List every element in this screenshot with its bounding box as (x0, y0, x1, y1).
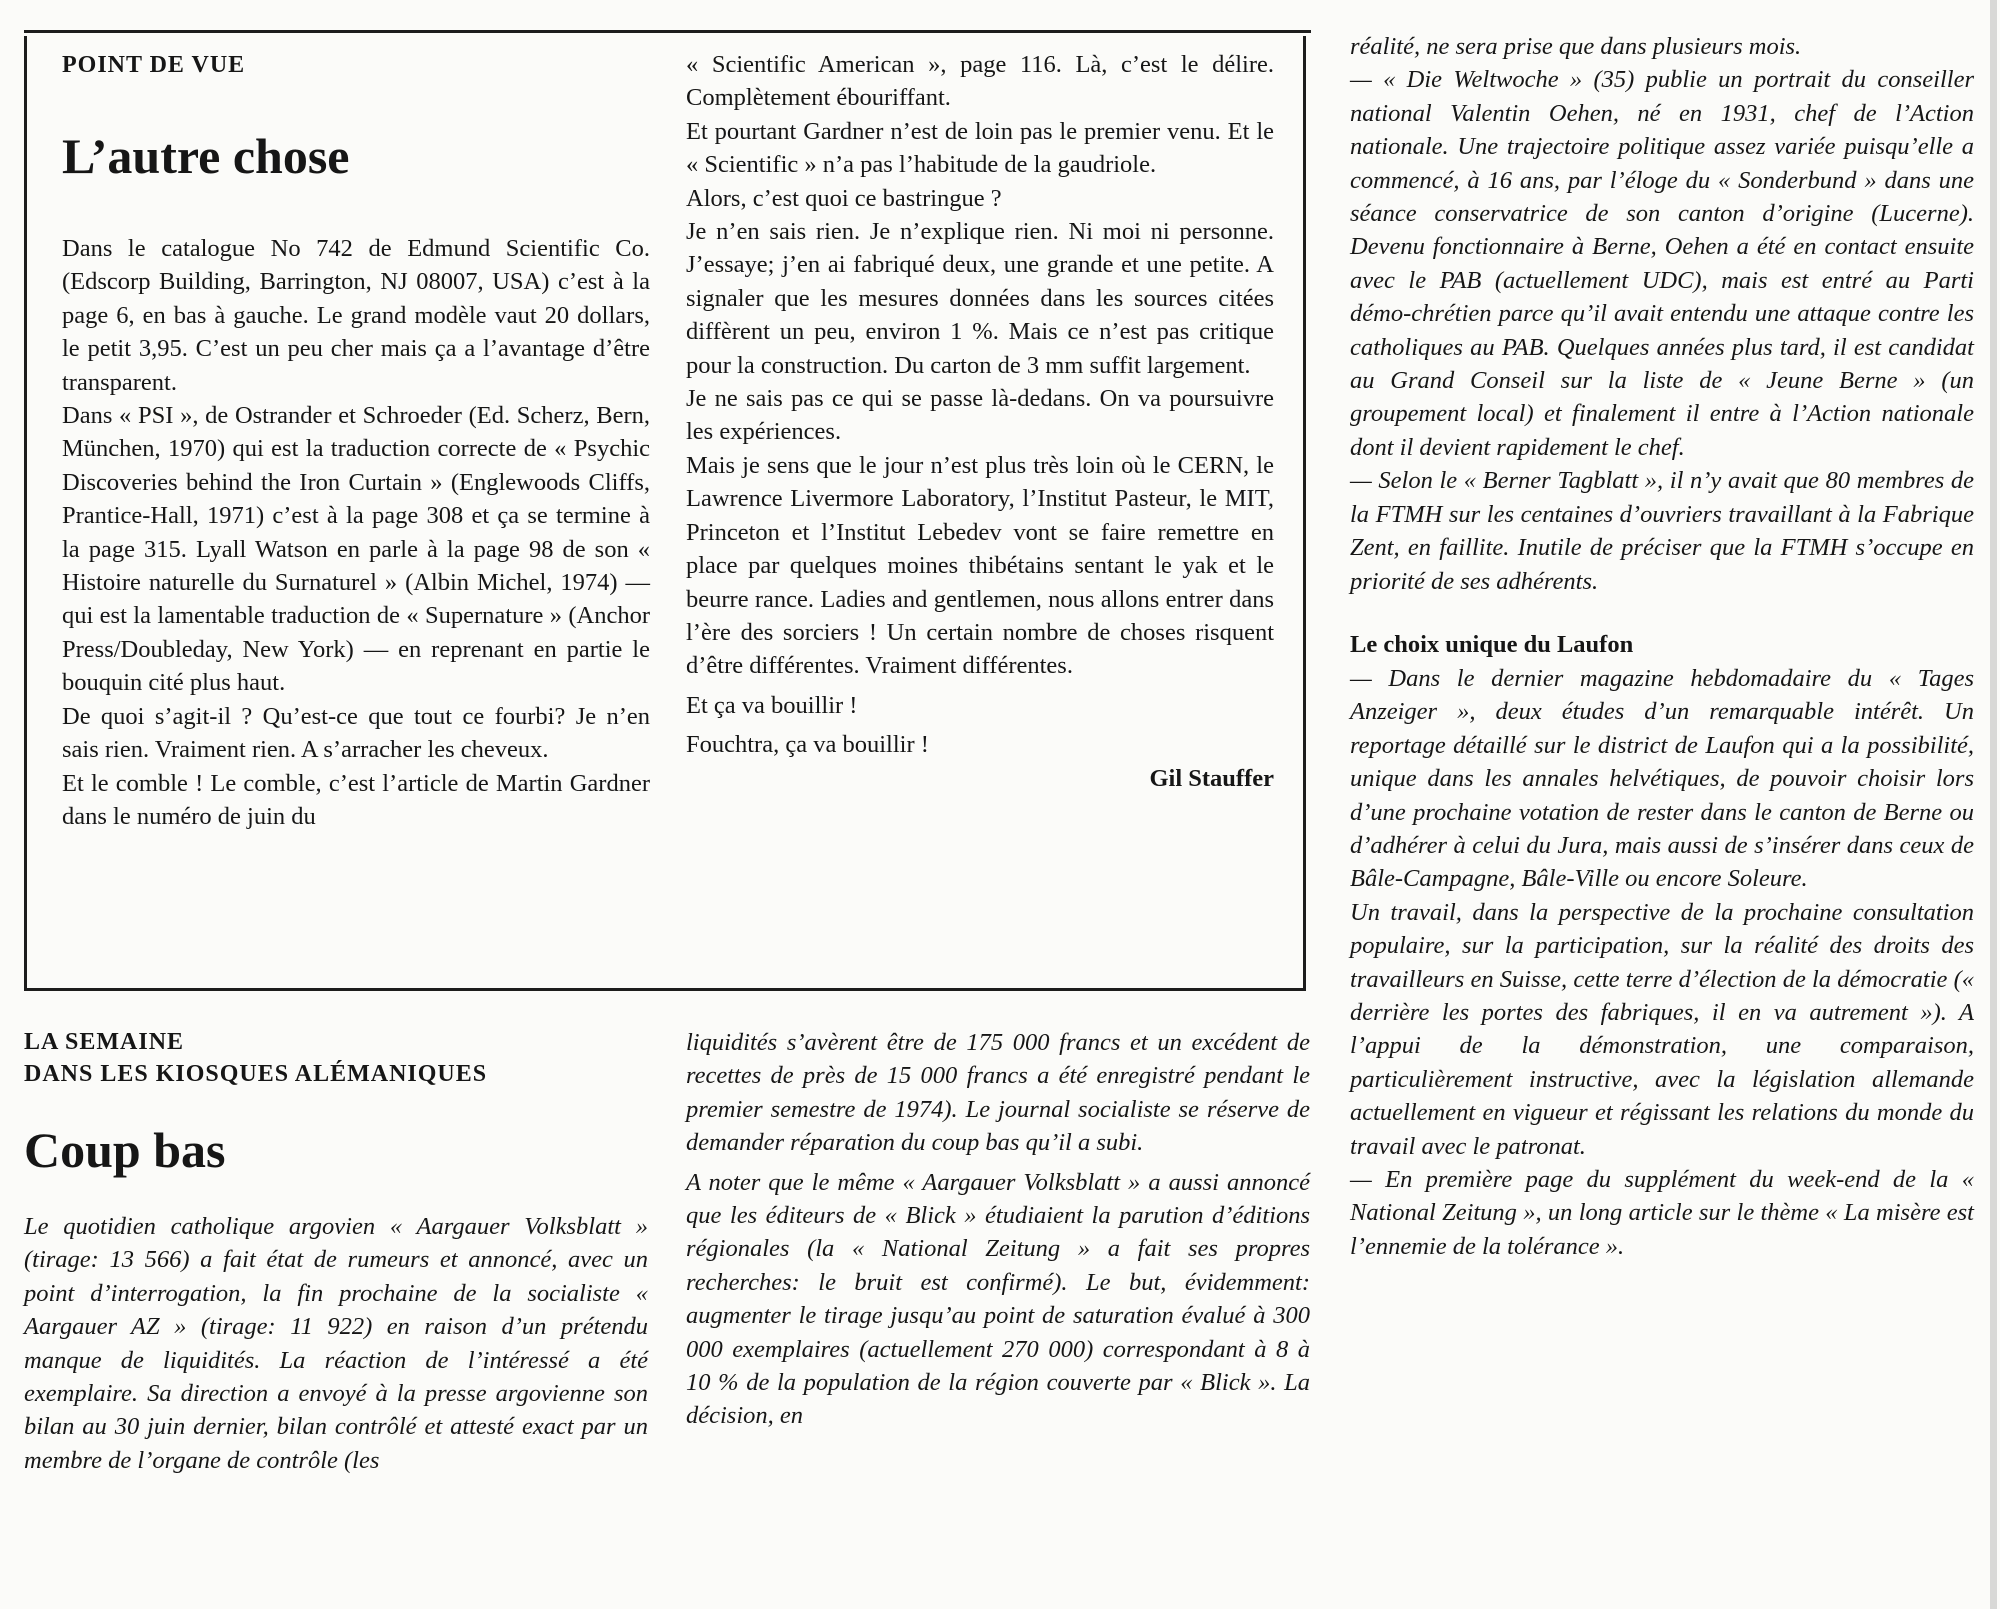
paragraph: De quoi s’agit-il ? Qu’est-ce que tout ce fourbi? Je n’en sais rien. Vraiment rien. A s’arracher les cheveux. (62, 702, 650, 764)
paragraph: Et ça va bouillir ! (686, 691, 858, 719)
paragraph: Mais je sens que le jour n’est plus très loin où le CERN, le Lawrence Livermore Laboratory, l’Institut Pasteur, le MIT, Princeton et l’Institut Lebedev vont se faire remettre en place par quelques moines thibétains sentant le yak et le beurre rance. Ladies and gentlemen, nous allons entrer dans l’ère des sorciers ! Un certain nombre de choses risquent d’être différentes. Vraiment différentes. (686, 451, 1274, 680)
section-subhead: Le choix unique du Laufon (1350, 630, 1634, 658)
paragraph: — Dans le dernier magazine hebdomadaire du « Tages Anzeiger », deux études d’un remarquable intérêt. Un reportage détaillé sur le district de Laufon qui a la possibilité, unique dans les annales helvétiques, de pouvoir choisir lors d’une prochaine votation de rester dans le canton de Berne ou d’adhérer à celui du Jura, mais aussi de s’insérer dans ceux de Bâle-Campagne, Bâle-Ville ou encore Soleure. (1350, 664, 1974, 893)
page-edge (1990, 0, 1997, 1609)
paragraph: Dans le catalogue No 742 de Edmund Scientific Co. (Edscorp Building, Barrington, NJ 08007, USA) c’est à la page 6, en bas à gauche. Le grand modèle vaut 20 dollars, le petit 3,95. C’est un peu cher mais ça a l’avantage d’être transparent. (62, 235, 650, 396)
paragraph: Et pourtant Gardner n’est de loin pas le premier venu. Et le « Scientific » n’a pas l’habitude de la gaudriole. (686, 117, 1274, 179)
paragraph: Je ne sais pas ce qui se passe là-dedans. On va poursuivre les expériences. (686, 385, 1274, 446)
paragraph: — En première page du supplément du week-end de la « National Zeitung », un long article sur le thème « La misère est l’ennemie de la tolérance ». (1350, 1166, 1974, 1260)
pdv-title: L’autre chose (62, 128, 350, 184)
semaine-header (24, 1026, 644, 1180)
paragraph: Un travail, dans la perspective de la prochaine consultation populaire, sur la participation, sur la réalité des droits des travailleurs en Suisse, cette terre d’élection de la démocratie (« derrière les portes des fabriques, il en va autrement »). A l’appui de la démonstration, une comparaison, particulièrement instructive, avec la législation allemande actuellement en vigueur et régissant les relations du monde du travail avec le patronat. (1350, 898, 1974, 1160)
semaine-column-1 (24, 1210, 648, 1477)
paragraph: Dans « PSI », de Ostrander et Schroeder (Ed. Scherz, Bern, München, 1970) qui est la traduction correcte de « Psychic Discoveries behind the Iron Curtain » (Englewoods Cliffs, Prantice-Hall, 1971) c’est à la page 308 et ça se termine à la page 315. Lyall Watson en parle à la page 98 de son « Histoire naturelle du Surnaturel » (Albin Michel, 1974) — qui est la lamentable traduction de « Supernature » (Anchor Press/Doubleday, New York) — en reprenant en partie le bouquin cité plus haut. (62, 402, 650, 697)
paragraph: réalité, ne sera prise que dans plusieurs mois. (1350, 33, 1802, 60)
pdv-column-1 (62, 48, 650, 833)
pdv-signature: Gil Stauffer (1149, 764, 1274, 792)
paragraph: A noter que le même « Aargauer Volksblatt » a aussi annoncé que les éditeurs de « Blick » étudiaient la parution d’éditions régionales (la « National Zeitung » a fait ses propres recherches: le bruit est confirmé). Le but, évidemment: augmenter le tirage jusqu’au point de saturation évalué à 300 000 exemplaires (actuellement 270 000) correspondant à 8 à 10 % de la population de la région couverte par « Blick ». La décision, en (686, 1168, 1310, 1430)
semaine-kicker-line-1: LA SEMAINE (24, 1029, 185, 1055)
paragraph: Je n’en sais rien. Je n’explique rien. Ni moi ni personne. J’essaye; j’en ai fabriqué deux, une grande et une petite. A signaler que les mesures données dans les sources citées diffèrent un peu, environ 1 %. Mais ce n’est pas critique pour la construction. Du carton de 3 mm suffit largement. (686, 218, 1274, 379)
pdv-kicker: POINT DE VUE (62, 52, 246, 78)
paragraph: — « Die Weltwoche » (35) publie un portrait du conseiller national Valentin Oehen, né en 1931, chef de l’Action nationale. Une trajectoire politique assez variée puisqu’elle a commencé, à 16 ans, par l’éloge du « Sonderbund » dans une séance conservatrice de son canton d’origine (Lucerne). Devenu fonctionnaire à Berne, Oehen a été en contact ensuite avec le PAB (actuellement UDC), mais est entré au Parti démo-chrétien parce qu’il avait entendu une attaque contre les catholiques au PAB. Quelques années plus tard, il est candidat au Grand Conseil sur la liste de « Jeune Berne » (un groupement local) et finalement il entre à l’Action nationale dont il devient rapidement le chef. (1350, 66, 1974, 461)
semaine-column-2 (686, 1026, 1310, 1433)
pdv-column-2 (686, 48, 1274, 795)
paragraph: Fouchtra, ça va bouillir ! (686, 731, 929, 759)
paragraph: liquidités s’avèrent être de 175 000 francs et un excédent de recettes de près de 15 000 francs a été enregistré pendant le premier semestre de 1974). Le journal socialiste se réserve de demander réparation du coup bas qu’il a subi. (686, 1029, 1310, 1157)
semaine-title: Coup bas (24, 1122, 226, 1178)
paragraph: Alors, c’est quoi ce bastringue ? (686, 184, 1002, 212)
paragraph: — Selon le « Berner Tagblatt », il n’y avait que 80 membres de la FTMH sur les centaines d’ouvriers travaillant à la Fabrique Zent, en faillite. Inutile de préciser que la FTMH s’occupe en priorité de ses adhérents. (1350, 467, 1974, 595)
paragraph: Et le comble ! Le comble, c’est l’article de Martin Gardner dans le numéro de juin du (62, 769, 650, 830)
right-column (1350, 30, 1974, 1263)
box-top-rule (24, 30, 1311, 33)
paragraph: Le quotidien catholique argovien « Aargauer Volksblatt » (tirage: 13 566) a fait état de rumeurs et annoncé, avec un point d’interrogation, la fin prochaine de la socialiste « Aargauer AZ » (tirage: 11 922) en raison d’un prétendu manque de liquidités. La réaction de l’intéressé a été exemplaire. Sa direction a envoyé à la presse argovienne son bilan au 30 juin dernier, bilan contrôlé et attesté exact par un membre de l’organe de contrôle (les (24, 1213, 648, 1474)
semaine-kicker-line-2: DANS LES KIOSQUES ALÉMANIQUES (24, 1061, 488, 1087)
paragraph: « Scientific American », page 116. Là, c’est le délire. Complètement ébouriffant. (686, 51, 1274, 112)
